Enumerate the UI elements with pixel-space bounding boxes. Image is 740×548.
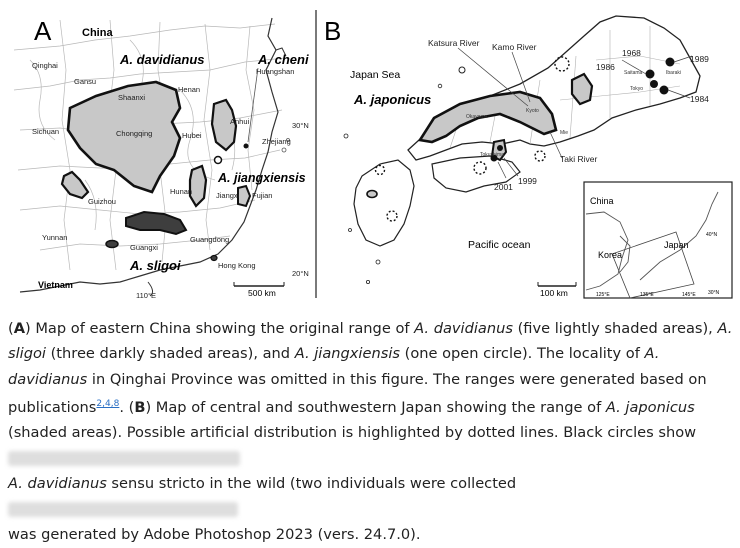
label-1999: 1999 <box>518 176 537 186</box>
cheni-locality <box>244 144 249 149</box>
label-taki-river: Taki River <box>560 154 598 164</box>
label-1986: 1986 <box>596 62 615 72</box>
caption-b-text-4: was generated by Adobe Photoshop 2023 (vers. 24.7.0). <box>8 526 421 544</box>
label-lat-30: 30°N <box>292 121 309 130</box>
kyushu-outline <box>354 160 414 246</box>
caption-b-text-2: (shaded areas). Possible artificial distribution is highlighted by dotted lines. Black circles show <box>8 424 697 442</box>
inset-lon-135: 135°E <box>640 292 654 298</box>
inset-lat-30: 30°N <box>708 290 720 296</box>
inset-lon-125: 125°E <box>596 292 610 298</box>
label-1968: 1968 <box>622 48 641 58</box>
davidianus-range-jiangxi <box>238 186 250 206</box>
label-japonicus: A. japonicus <box>354 92 432 107</box>
japonicus-range-main <box>420 92 556 142</box>
label-mie: Mie <box>560 130 569 136</box>
label-lat-20: 20°N <box>292 269 309 278</box>
label-shaanxi: Shaanxi <box>118 93 146 102</box>
caption-a-text-2: (five lightly shaded areas), <box>512 320 718 337</box>
label-guangdong: Guangdong <box>190 235 230 244</box>
caption-species-sligoi: A. sligoi <box>8 320 733 363</box>
panel-b-scale-bar <box>538 282 576 298</box>
label-japan-sea: Japan Sea <box>350 69 401 81</box>
label-guangxi: Guangxi <box>130 243 158 252</box>
label-jiangxi: Jiangxi <box>216 191 240 200</box>
label-anhui: Anhui <box>230 117 250 126</box>
caption-b-text-1: ) Map of central and southwestern Japan showing the range of <box>145 399 606 417</box>
label-kyoto: Kyoto <box>526 108 539 114</box>
label-hubei: Hubei <box>182 131 202 140</box>
label-pacific: Pacific ocean <box>468 239 531 251</box>
label-sligoi: A. sligoi <box>130 258 181 273</box>
label-qinghai: Qinghai <box>32 61 58 70</box>
label-katsura-river: Katsura River <box>428 38 480 48</box>
panel-b-map <box>324 16 732 298</box>
inset-label-china: China <box>590 196 614 206</box>
inset-map <box>584 182 732 298</box>
label-kamo-river: Kamo River <box>492 42 537 52</box>
sligoi-range-small <box>106 241 118 248</box>
inset-lon-145: 145°E <box>682 292 696 298</box>
caption-species-davidianus-3: A. davidianus <box>8 475 107 493</box>
label-ibaraki: Ibaraki <box>666 70 682 76</box>
label-1984: 1984 <box>690 94 709 104</box>
caption-a-text-1: Map of eastern China showing the original range of <box>30 320 415 337</box>
inset-label-japan: Japan <box>664 240 689 250</box>
svg-text:100 km: 100 km <box>540 288 568 298</box>
panel-b-letter: B <box>324 16 342 46</box>
label-tokushima: Tokushima <box>480 152 504 158</box>
label-fujian: Fujian <box>252 191 273 200</box>
label-henan: Henan <box>178 85 201 94</box>
japonicus-range-kyushu <box>367 191 377 198</box>
jiangxiensis-locality <box>215 157 222 164</box>
label-vietnam: Vietnam <box>38 280 73 290</box>
label-1989: 1989 <box>690 54 709 64</box>
label-zhejiang: Zhejiang <box>262 137 291 146</box>
label-gansu: Gansu <box>74 77 97 86</box>
label-hongkong: Hong Kong <box>218 261 256 270</box>
panel-a-map <box>10 14 310 300</box>
caption-b-text-3: sensu stricto in the wild (two individuals were collected <box>106 475 517 493</box>
label-lon-110: 110°E <box>136 291 156 300</box>
label-chongqing: Chongqing <box>116 129 153 138</box>
svg-text:500 km: 500 km <box>248 288 276 298</box>
label-tokyo: Tokyo <box>630 86 644 92</box>
japonicus-range-east <box>572 74 592 104</box>
caption-species-japonicus: A. japonicus <box>605 399 695 417</box>
caption-a-text-3: (three darkly shaded areas), and <box>45 345 295 363</box>
caption-species-jiangxiensis: A. jiangxiensis <box>294 345 400 363</box>
label-jiangxiensis: A. jiangxiensis <box>218 171 306 185</box>
redacted-text <box>8 502 238 517</box>
label-cheni: A. cheni <box>258 52 309 67</box>
panel-a-letter: A <box>34 16 52 46</box>
caption-a-text-6: . ( <box>119 399 135 417</box>
sligoi-range-hk <box>211 256 217 261</box>
figure-caption: (A) Map of eastern China showing the original range of A. davidianus (five lightly shaded areas), A. sligoi (three darkly shaded areas), and A. jiangxiensis (one open circle). The locality of A. davidianus in Qinghai Province was omitted in this figure. The ranges were generated based on publications$^{2,4,8}$. (B) Map of central and southwestern Japan showing the range of A. japonicus (shaded areas). Possible artificial distribution is highlighted by dotted lines. Black circles show A. davidianus sensu stricto in the wild (two individuals were collected was generated by Adobe Photoshop 2023 (vers. 24.7.0). <box>8 320 733 544</box>
label-sichuan: Sichuan <box>32 127 60 136</box>
redacted-text <box>8 451 240 466</box>
inset-label-korea: Korea <box>598 250 623 260</box>
caption-a-text-5: in Qinghai Province was omitted in this figure. The ranges were generated based on publications <box>8 370 707 417</box>
label-okayama: Okayama <box>466 114 488 120</box>
label-yunnan: Yunnan <box>42 233 68 242</box>
label-2001: 2001 <box>494 182 513 192</box>
caption-a-letter: A <box>13 320 25 337</box>
label-davidianus: A. davidianus <box>120 52 205 67</box>
label-china: China <box>82 27 113 39</box>
reference-link[interactable]: 2,4,8 <box>96 399 120 410</box>
caption-b-letter: B <box>134 399 146 417</box>
caption-species-davidianus-2: A. davidianus <box>8 345 660 388</box>
label-hunan: Hunan <box>170 187 193 196</box>
label-guizhou: Guizhou <box>88 197 116 206</box>
caption-species-davidianus: A. davidianus <box>414 320 513 337</box>
inset-lat-40: 40°N <box>706 232 718 238</box>
caption-a-text-4: (one open circle). The locality of <box>399 345 645 363</box>
label-saitama: Saitama <box>624 70 643 76</box>
label-huangshan: Huangshan <box>256 67 295 76</box>
